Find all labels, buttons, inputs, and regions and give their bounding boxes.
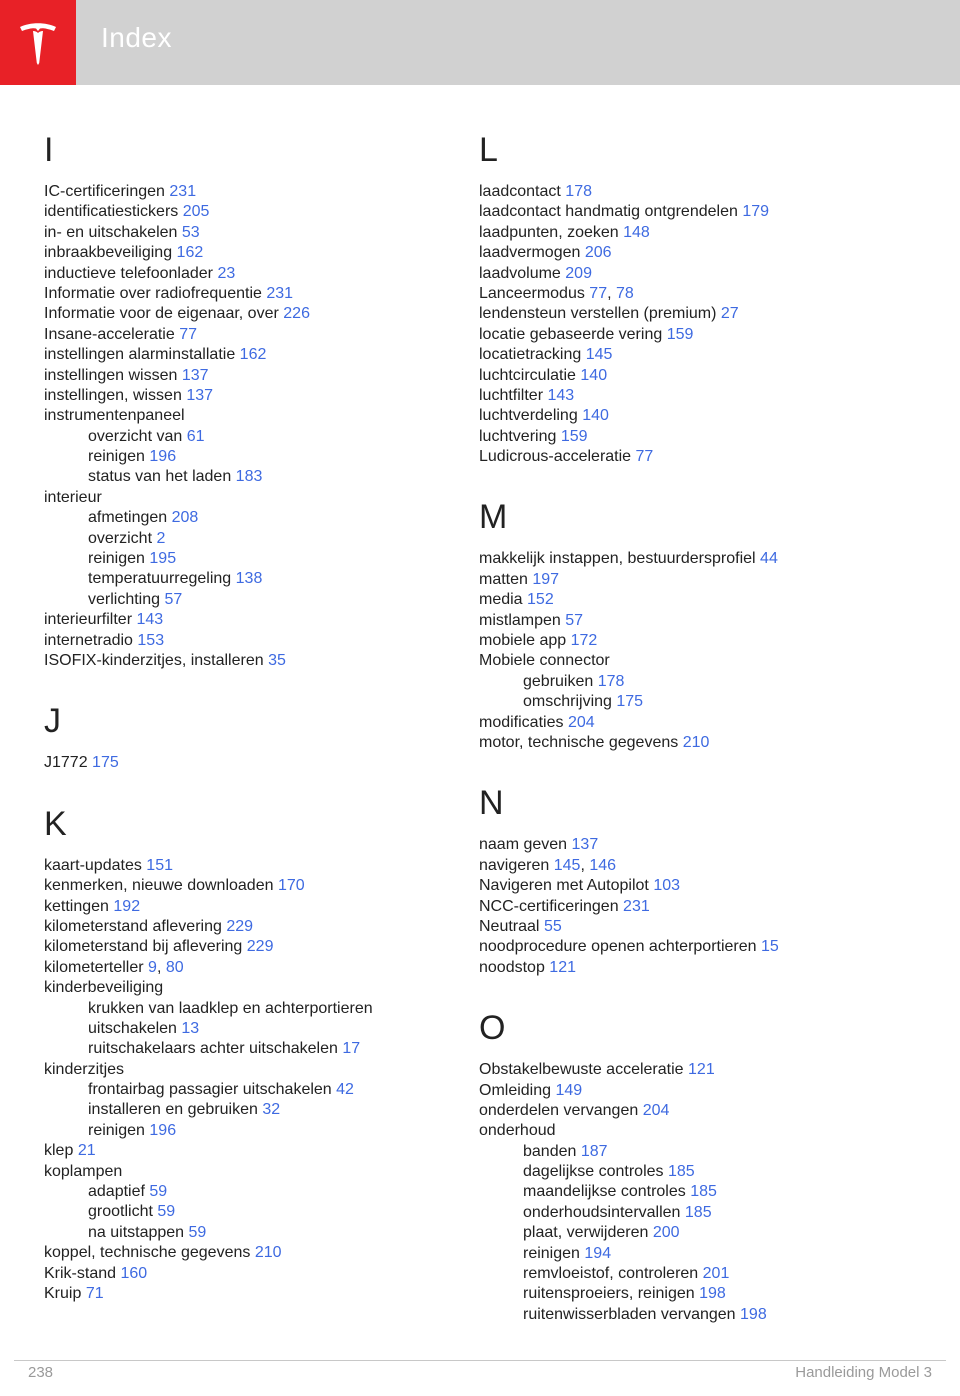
entry-term: instellingen, wissen [44,386,182,404]
entry-term: Informatie voor de eigenaar, over [44,305,279,323]
index-entry [44,937,464,957]
entry-term: inductieve telefoonlader [44,264,214,282]
entry-term: reinigen [88,448,145,466]
entry-term: maandelijkse controles [523,1183,686,1201]
index-entry [44,978,464,998]
index-subentry [44,508,464,528]
page-link[interactable]: 208 [171,509,199,527]
page-link[interactable]: 61 [186,427,205,445]
index-subentry [44,1019,464,1039]
page-link[interactable]: 78 [615,284,634,302]
entry-term: J1772 [44,754,88,772]
index-subentry [44,1182,464,1202]
entry-term: uitschakelen [88,1019,177,1037]
page-link[interactable]: 196 [149,448,177,466]
index-subentry [44,590,464,610]
entry-term: IC-certificeringen [44,183,165,200]
page-link[interactable]: 57 [565,611,584,629]
index-subentry [44,549,464,569]
page-link[interactable]: 59 [157,1203,176,1221]
entry-term: locatietracking [479,346,582,364]
tesla-logo-icon [16,19,60,67]
page-link[interactable]: 59 [149,1183,168,1201]
entry-term: reinigen [88,1121,145,1139]
index-subentry [479,1223,899,1243]
entry-term: naam geven [479,836,568,854]
page-link[interactable]: 210 [682,733,710,751]
page-link[interactable]: 55 [543,917,562,935]
entry-term: afmetingen [88,509,168,527]
page-link[interactable]: 229 [226,917,254,935]
entry-term: motor, technische gegevens [479,733,679,751]
entry-term: laadcontact handmatig ontgrendelen [479,203,738,221]
page-link[interactable]: 21 [77,1142,96,1160]
page-link[interactable]: 187 [580,1142,608,1160]
footer-divider [14,1360,946,1361]
page-link[interactable]: 23 [217,264,236,282]
index-section-o [479,1006,899,1325]
index-entry [479,223,899,243]
index-subentry [479,672,899,692]
entry-term: kilometerstand bij aflevering [44,938,243,956]
index-entry [44,856,464,876]
entry-term: Neutraal [479,917,540,935]
entry-term: ruitenwisserbladen vervangen [523,1305,736,1323]
entry-term: identificatiestickers [44,203,179,221]
index-entry [44,1243,464,1263]
entry-term: Mobiele connector [479,652,610,670]
entry-term: NCC-certificeringen [479,897,619,915]
index-entry [44,1264,464,1284]
entry-term: luchtvering [479,427,557,445]
entry-term: inbraakbeveiliging [44,244,173,262]
page-link[interactable]: 153 [137,631,165,649]
page-link[interactable]: 209 [565,264,592,282]
page-separator: , [580,856,590,874]
section-letter: N [479,784,504,823]
page-link[interactable]: 146 [589,856,617,874]
entry-term: Kruip [44,1284,82,1302]
index-subentry [44,447,464,467]
page-link[interactable]: 206 [584,244,612,262]
index-subentry [44,1121,464,1141]
entry-term: adaptief [88,1183,145,1201]
entry-term: interieur [44,488,102,506]
page-link[interactable]: 200 [652,1224,680,1242]
index-subentry [479,1203,899,1223]
page-link[interactable]: 185 [667,1163,695,1181]
entry-term: Omleiding [479,1081,552,1099]
page-link[interactable]: 160 [120,1264,148,1282]
entry-term: temperatuurregeling [88,570,232,588]
entry-term: installeren en gebruiken [88,1101,258,1119]
entry-term: verlichting [88,590,161,608]
page-link[interactable]: 229 [246,938,274,956]
page-link[interactable]: 143 [547,386,575,404]
page-link[interactable]: 195 [149,550,177,568]
entry-term: Ludicrous-acceleratie [479,448,632,466]
index-entry [479,345,899,365]
index-subentry [44,1080,464,1100]
index-subentry [44,1223,464,1243]
page-link[interactable]: 198 [699,1285,726,1303]
entry-term: reinigen [88,550,145,568]
index-entry [479,937,899,957]
page-link[interactable]: 59 [188,1223,207,1241]
index-subentry [479,1284,899,1304]
page-link[interactable]: 192 [113,897,141,915]
page-separator: , [607,284,616,302]
page-link[interactable]: 143 [136,611,164,629]
page-link[interactable]: 152 [527,591,554,609]
page-link[interactable]: 138 [235,570,263,588]
page-link[interactable]: 137 [181,366,209,384]
page-separator: , [156,958,166,976]
page-link[interactable]: 231 [623,897,650,915]
section-letter: L [479,131,498,169]
entry-term: lendensteun verstellen (premium) [479,305,717,323]
index-subentry [44,569,464,589]
index-entry [44,325,464,345]
entry-term: Lanceermodus [479,284,585,302]
entry-term: laadvermogen [479,244,581,262]
page-link[interactable]: 121 [688,1061,715,1079]
entry-term: grootlicht [88,1203,153,1221]
entry-term: media [479,591,523,609]
section-gap [44,671,464,699]
index-entry [44,917,464,937]
index-entry [44,958,464,978]
entry-term: remvloeistof, controleren [523,1265,699,1283]
index-entry [479,304,899,324]
index-entry [44,488,464,508]
entry-term: instellingen alarminstallatie [44,346,236,364]
page-link[interactable]: 204 [567,713,595,731]
entry-term: plaat, verwijderen [523,1224,649,1242]
page-link[interactable]: 226 [283,305,310,323]
entry-term: noodprocedure openen achterportieren [479,938,757,956]
page-link[interactable]: 71 [85,1284,104,1302]
page-link[interactable]: 201 [702,1265,730,1283]
page-link[interactable]: 53 [181,223,200,241]
index-subentry [44,467,464,487]
page-link[interactable]: 2 [156,529,166,547]
index-entry [479,713,899,733]
index-subentry [44,427,464,447]
entry-term: navigeren [479,856,550,874]
entry-term: laadcontact [479,183,561,200]
index-section-m [479,495,899,753]
index-entry [479,202,899,222]
index-entry [479,1101,899,1121]
index-entry [479,897,899,917]
entry-term: Informatie over radiofrequentie [44,284,262,302]
index-entry [44,284,464,304]
page-link[interactable]: 159 [560,427,588,445]
index-entry [44,243,464,263]
index-entry [44,304,464,324]
page-title: Index [101,22,172,53]
index-subentry [479,1305,899,1325]
index-subentry [479,1182,899,1202]
entry-term: Krik-stand [44,1264,117,1282]
entry-term: krukken van laadklep en achterportieren [88,999,373,1017]
index-entry [479,264,899,284]
index-entry [44,345,464,365]
index-section-i [44,128,464,671]
entry-term: ISOFIX-kinderzitjes, installeren [44,651,264,669]
page-link[interactable]: 57 [164,590,183,608]
page-link[interactable]: 140 [580,366,608,384]
page-link[interactable]: 103 [653,877,681,895]
entry-term: interieurfilter [44,611,133,629]
index-entry [44,182,464,202]
page-link[interactable]: 210 [254,1244,282,1262]
page-link[interactable]: 231 [169,183,197,200]
section-gap [44,774,464,802]
index-subentry [479,1162,899,1182]
entry-term: in- en uitschakelen [44,223,178,241]
page-link[interactable]: 149 [555,1081,583,1099]
page-link[interactable]: 9 [148,958,157,976]
entry-term: status van het laden [88,468,232,486]
page-header [0,0,960,85]
index-subentry [44,1039,464,1059]
entry-term: modificaties [479,713,564,731]
page-link[interactable]: 179 [742,203,770,221]
page-link[interactable]: 185 [684,1203,712,1221]
page-link[interactable]: 77 [179,325,197,343]
page-link[interactable]: 77 [635,448,654,466]
index-section-l [479,128,899,467]
entry-term: locatie gebaseerde vering [479,325,663,343]
entry-term: mistlampen [479,611,561,629]
index-entry [479,876,899,896]
index-entry [44,753,464,773]
entry-term: kinderzitjes [44,1060,125,1078]
entry-term: dagelijkse controles [523,1163,664,1181]
page-link[interactable]: 172 [570,632,598,650]
entry-term: matten [479,570,528,588]
section-gap [479,753,899,781]
page-link[interactable]: 137 [186,386,214,404]
entry-term: luchtfilter [479,386,544,404]
index-entry [44,897,464,917]
section-letter: K [44,804,67,843]
page-link[interactable]: 145 [585,346,613,364]
page-link[interactable]: 42 [336,1081,354,1099]
manual-title: Handleiding Model 3 [795,1364,932,1381]
page-link[interactable]: 178 [565,183,592,200]
entry-term: Navigeren met Autopilot [479,877,649,895]
entry-term: kaart-updates [44,856,142,874]
index-entry [44,386,464,406]
index-column-right [479,128,899,1325]
section-gap [479,467,899,495]
index-entry [479,958,899,978]
index-entry [479,611,899,631]
index-section-n [479,781,899,978]
index-entry [479,366,899,386]
index-subentry [479,1142,899,1162]
index-entry [44,406,464,426]
page-link[interactable]: 32 [262,1101,281,1119]
section-letter: J [44,702,61,741]
index-entry [479,856,899,876]
page-link[interactable]: 27 [720,305,739,323]
entry-term: instellingen wissen [44,366,178,384]
entry-term: ruitschakelaars achter uitschakelen [88,1040,338,1058]
index-entry [479,570,899,590]
entry-term: onderhoudsintervallen [523,1203,681,1221]
entry-term: luchtcirculatie [479,366,576,384]
index-entry [479,733,899,753]
entry-term: reinigen [523,1244,580,1262]
page-link[interactable]: 151 [146,856,173,874]
index-entry [44,876,464,896]
entry-term: luchtverdeling [479,407,578,425]
index-entry [44,1162,464,1182]
index-subentry [44,1202,464,1222]
page-link[interactable]: 162 [239,346,267,364]
entry-term: kenmerken, nieuwe downloaden [44,877,274,895]
entry-term: overzicht [88,529,153,547]
entry-term: na uitstappen [88,1223,185,1241]
page-link[interactable]: 137 [571,836,599,854]
index-entry [479,182,899,202]
section-letter: I [44,131,54,169]
entry-term: omschrijving [523,693,612,711]
entry-term: Obstakelbewuste acceleratie [479,1061,684,1079]
page-link[interactable]: 231 [266,284,294,302]
entry-term: banden [523,1142,577,1160]
index-subentry [479,1264,899,1284]
page-link[interactable]: 80 [165,958,184,976]
page-link[interactable]: 204 [642,1101,670,1119]
brand-logo [0,0,76,85]
index-subentry [479,1244,899,1264]
page-link[interactable]: 35 [268,651,286,669]
page-link[interactable]: 148 [623,223,650,241]
page-link[interactable]: 44 [760,550,778,568]
entry-term: overzicht van [88,427,183,445]
page-link[interactable]: 197 [532,570,560,588]
index-entry [479,447,899,467]
entry-term: laadvolume [479,264,561,282]
index-entry [479,631,899,651]
page-number: 238 [28,1364,54,1381]
entry-term: kettingen [44,897,109,915]
index-entry [479,406,899,426]
page-link[interactable]: 17 [342,1040,361,1058]
index-entry [44,651,464,671]
index-entry [479,1121,899,1141]
index-column-left [44,128,464,1304]
index-entry [44,1284,464,1304]
entry-term: gebruiken [523,672,594,690]
section-letter: O [479,1009,506,1048]
index-entry [479,325,899,345]
page-link[interactable]: 15 [761,938,779,956]
index-entry [479,651,899,671]
entry-term: koppel, technische gegevens [44,1244,251,1262]
page-link[interactable]: 170 [277,877,305,895]
page-link[interactable]: 159 [666,325,694,343]
index-entry [479,1060,899,1080]
index-entry [479,549,899,569]
index-entry [479,386,899,406]
entry-term: kilometerteller [44,958,144,976]
index-section-j [44,699,464,773]
index-entry [479,284,899,304]
page-link[interactable]: 178 [597,672,625,690]
page-link[interactable]: 185 [690,1183,717,1201]
page-link[interactable]: 77 [589,284,608,302]
index-entry [479,917,899,937]
entry-term: mobiele app [479,632,567,650]
page-link[interactable]: 121 [549,958,576,976]
page-link[interactable]: 194 [584,1244,612,1262]
index-entry [479,590,899,610]
entry-term: Insane-acceleratie [44,325,175,343]
entry-term: internetradio [44,631,133,649]
section-letter: M [479,498,508,537]
page-link[interactable]: 196 [149,1121,177,1139]
index-subentry [44,999,464,1019]
page-link[interactable]: 13 [181,1019,200,1037]
section-gap [479,978,899,1006]
page-link[interactable]: 162 [176,244,204,262]
entry-term: ruitensproeiers, reinigen [523,1285,695,1303]
entry-term: noodstop [479,958,545,976]
index-entry [479,835,899,855]
index-entry [44,202,464,222]
page-link[interactable]: 175 [92,754,119,772]
index-entry [44,264,464,284]
entry-term: makkelijk instappen, bestuurdersprofiel [479,550,756,568]
index-entry [44,1141,464,1161]
index-entry [44,223,464,243]
index-subentry [44,1100,464,1120]
entry-term: frontairbag passagier uitschakelen [88,1081,332,1099]
index-section-k [44,802,464,1305]
page-link[interactable]: 198 [740,1305,767,1323]
index-entry [479,427,899,447]
index-subentry [44,529,464,549]
page-link[interactable]: 175 [616,693,644,711]
entry-term: laadpunten, zoeken [479,223,619,241]
index-entry [44,631,464,651]
entry-term: instrumentenpaneel [44,407,185,425]
page-link[interactable]: 140 [582,407,609,425]
index-subentry [479,692,899,712]
index-entry [479,243,899,263]
index-entry [44,610,464,630]
page-link[interactable]: 145 [553,856,581,874]
entry-term: koplampen [44,1162,123,1180]
index-entry [44,366,464,386]
entry-term: onderhoud [479,1122,556,1140]
entry-term: onderdelen vervangen [479,1101,639,1119]
entry-term: klep [44,1142,74,1160]
index-entry [44,1060,464,1080]
index-entry [479,1081,899,1101]
entry-term: kilometerstand aflevering [44,917,222,935]
page-link[interactable]: 183 [235,468,263,486]
page-link[interactable]: 205 [182,203,210,221]
entry-term: kinderbeveiliging [44,979,164,997]
